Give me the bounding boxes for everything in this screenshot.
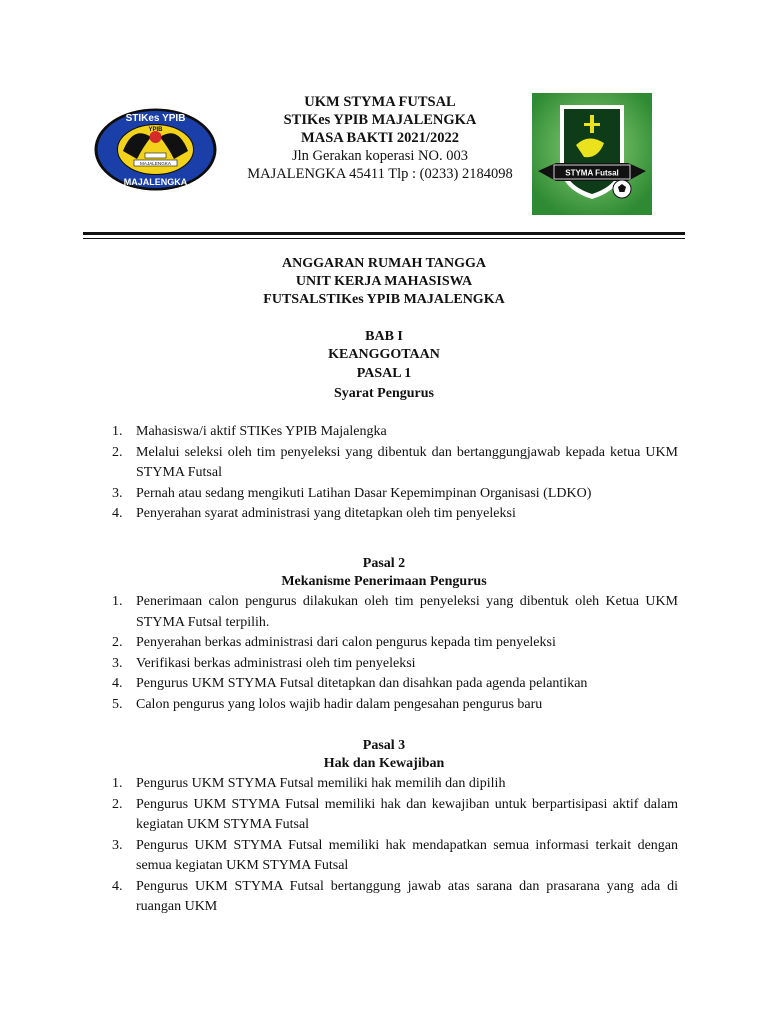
bab-label: BAB I bbox=[365, 329, 403, 344]
pasal3-list bbox=[108, 774, 678, 918]
header-divider-thick bbox=[83, 232, 685, 235]
stikes-logo-inner-label: YPIB bbox=[148, 127, 163, 133]
list-item: 4. Penyerahan syarat administrasi yang ditetapkan oleh tim penyeleksi bbox=[112, 506, 516, 521]
letterhead-period: MASA BAKTI 2021/2022 bbox=[301, 130, 459, 146]
list-item: 1. Penerimaan calon pengurus dilakukan oleh tim penyeleksi yang dibentuk oleh Ketua UKM STYMA Futsal terpilih. bbox=[112, 594, 678, 630]
list-item: 3. Pernah atau sedang mengikuti Latihan Dasar Kepemimpinan Organisasi (LDKO) bbox=[112, 485, 592, 501]
header-divider-thin bbox=[83, 238, 685, 239]
stikes-logo-banner: MAJALENGKA bbox=[140, 160, 171, 166]
letterhead-address: Jln Gerakan koperasi NO. 003 bbox=[292, 148, 468, 164]
list-item: 1. Mahasiswa/i aktif STIKes YPIB Majalengka bbox=[112, 424, 387, 439]
pasal2-list bbox=[108, 592, 678, 715]
list-item: 3. Verifikasi berkas administrasi oleh tim penyeleksi bbox=[112, 655, 416, 671]
letterhead-city-phone: MAJALENGKA 45411 Tlp : (0233) 2184098 bbox=[247, 166, 513, 182]
pasal1-list bbox=[108, 422, 678, 525]
doc-title-line2: UNIT KERJA MAHASISWA bbox=[295, 274, 473, 289]
list-item: 2. Melalui seleksi oleh tim penyeleksi yang dibentuk dan bertanggungjawab kepada ketua UKM STYMA Futsal bbox=[112, 444, 678, 480]
list-item: 3. Pengurus UKM STYMA Futsal memiliki hak mendapatkan semua informasi terkait dengan semua kegiatan UKM STYMA Futsal bbox=[112, 837, 678, 873]
list-item: 2. Penyerahan berkas administrasi dari calon pengurus kepada tim penyeleksi bbox=[112, 635, 556, 650]
pasal1-label: PASAL 1 bbox=[356, 366, 412, 381]
letterhead-institution: STIKes YPIB MAJALENGKA bbox=[283, 112, 477, 128]
pasal2-title: Mekanisme Penerimaan Pengurus bbox=[281, 574, 487, 589]
pasal2-label: Pasal 2 bbox=[362, 556, 406, 571]
doc-title-line3: FUTSALSTIKes YPIB MAJALENGKA bbox=[263, 292, 505, 307]
list-item: 2. Pengurus UKM STYMA Futsal memiliki hak dan kewajiban untuk berpartisipasi aktif dalam kegiatan UKM STYMA Futsal bbox=[112, 796, 678, 832]
pasal1-title: Syarat Pengurus bbox=[334, 386, 434, 401]
pasal3-label: Pasal 3 bbox=[362, 738, 406, 753]
list-item: 4. Pengurus UKM STYMA Futsal ditetapkan dan disahkan pada agenda pelantikan bbox=[112, 676, 588, 691]
styma-logo-banner: STYMA Futsal bbox=[565, 168, 619, 178]
bab-title: KEANGGOTAAN bbox=[328, 347, 440, 362]
doc-title-line1: ANGGARAN RUMAH TANGGA bbox=[281, 256, 487, 271]
list-item: 5. Calon pengurus yang lolos wajib hadir dalam pengesahan pengurus baru bbox=[112, 696, 543, 712]
styma-futsal-logo-icon bbox=[532, 93, 652, 215]
letterhead bbox=[230, 93, 530, 183]
list-item: 4. Pengurus UKM STYMA Futsal bertanggung jawab atas sarana dan prasarana yang ada di ruangan UKM bbox=[112, 878, 678, 914]
stikes-logo-icon bbox=[93, 107, 218, 192]
pasal3-title: Hak dan Kewajiban bbox=[323, 756, 445, 771]
letterhead-org: UKM STYMA FUTSAL bbox=[304, 94, 456, 110]
list-item: 1. Pengurus UKM STYMA Futsal memiliki hak memilih dan dipilih bbox=[112, 776, 506, 791]
stikes-logo-text-bottom: MAJALENGKA bbox=[123, 177, 188, 187]
stikes-logo-text-top: STIKes YPIB bbox=[125, 113, 186, 124]
